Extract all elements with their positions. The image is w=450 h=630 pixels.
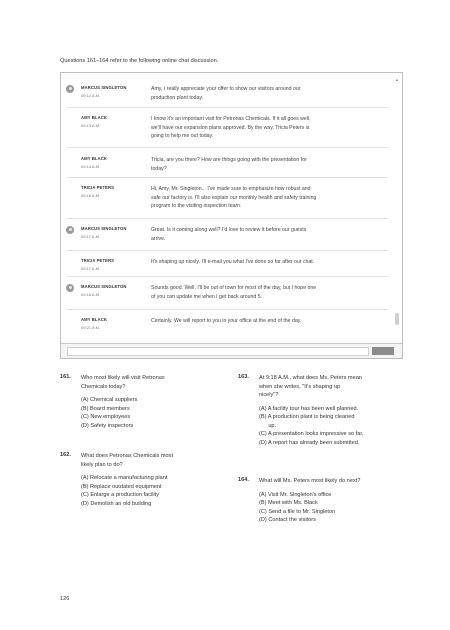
message-line: It's shaping up nicely. I'll e-mail you what I've done so far after our chat.: [151, 259, 315, 265]
stem-line: nicely"?: [259, 392, 279, 398]
message-line: Great. Is it coming along well? I'd love to review it before our guests: [151, 227, 307, 233]
question-stem: [81, 374, 165, 391]
stem-line: likely plan to do?: [81, 461, 123, 468]
message-time: 09:14 A.M.: [81, 164, 101, 169]
page-number: 126: [60, 596, 70, 602]
message-text: [151, 115, 389, 141]
passage-intro: Questions 161–164 refer to the following online chat discussion.: [60, 58, 219, 64]
answer-option[interactable]: (B) Meet with Ms. Black: [259, 500, 318, 506]
answer-option[interactable]: (A) Relocate a manufacturing plant: [81, 475, 168, 481]
stem-line: Who most likely will visit Petronas: [81, 375, 165, 381]
question-stem: [81, 452, 173, 469]
message-line: production plant today.: [151, 94, 204, 101]
answer-option[interactable]: (A) Visit Mr. Singleton's office: [259, 491, 332, 498]
sender-name: MARCUS SINGLETON: [81, 284, 127, 289]
question-number: 163.: [238, 374, 249, 380]
message-line: going to help me out today.: [151, 133, 214, 139]
sender-name: AMY BLACK: [81, 156, 107, 161]
message-divider: [67, 107, 388, 108]
answer-option[interactable]: (B) Replace outdated equipment: [81, 483, 162, 490]
message-line: arrive.: [151, 235, 166, 242]
stem-line: What does Petronas Chemicals most: [81, 453, 174, 459]
message-text: [151, 317, 389, 326]
message-text: [151, 258, 389, 267]
scroll-thumb[interactable]: [395, 313, 399, 325]
answer-option[interactable]: (C) New employees: [81, 414, 131, 420]
message-text: [151, 226, 389, 243]
avatar-icon: [66, 226, 74, 234]
chat-input-bar: [61, 343, 402, 358]
message-time: 09:17 A.M.: [81, 266, 101, 271]
answer-option[interactable]: (A) Chemical suppliers: [81, 397, 138, 403]
message-line: safe our factory is. I'll also explain our monthly health and safety training: [151, 194, 317, 201]
message-divider: [67, 250, 388, 251]
message-text: [151, 284, 389, 301]
answer-option[interactable]: (B) A production plant is being cleaned: [259, 414, 355, 420]
sender-name: MARCUS SINGLETON: [81, 85, 127, 90]
message-line: we'll have our expansion plans approved. By the way, Tricia Peters is: [151, 124, 310, 131]
answer-option[interactable]: (C) A presentation looks impressive so far.: [259, 431, 364, 437]
sender-name: TRICIA PETERS: [81, 185, 115, 190]
message-line: of you can update me when I get back around 5.: [151, 293, 263, 300]
avatar-icon: [66, 284, 74, 292]
message-divider: [67, 309, 388, 310]
message-divider: [67, 177, 388, 178]
message-line: Sounds good. Well, I'll be out of town for most of the day, but I hope one: [151, 285, 317, 291]
answer-option[interactable]: (C) Enlarge a production facility: [81, 492, 160, 498]
stem-line: What will Ms. Peters most likely do next?: [259, 478, 361, 484]
message-line: Hi, Amy. Mr. Singleton... I've made sure to emphasize how robust and: [151, 186, 311, 192]
message-line: I know it's an important visit for Petronas Chemicals. If it all goes well,: [151, 116, 311, 122]
stem-line: when she writes, "It's shaping up: [259, 383, 341, 390]
sender-name: TRICIA PETERS: [81, 258, 115, 263]
question-stem: [259, 477, 360, 486]
message-line: program to the visiting inspection team.: [151, 203, 242, 209]
answer-option[interactable]: up.: [259, 422, 277, 429]
answer-option[interactable]: (D) Demolish an old building: [81, 500, 152, 507]
question-stem: [259, 374, 362, 400]
message-line: Certainly. We will report to you in your office at the end of the day.: [151, 318, 302, 324]
answer-option[interactable]: (D) Contact the visitors: [259, 517, 316, 523]
answer-option[interactable]: (D) Safety inspectors: [81, 422, 134, 429]
message-divider: [67, 276, 388, 277]
message-text: [151, 185, 389, 211]
message-divider: [67, 218, 388, 219]
stem-line: Chemicals today?: [81, 383, 126, 390]
sender-name: AMY BLACK: [81, 115, 107, 120]
scroll-up-icon[interactable]: ▲: [395, 77, 399, 82]
question-number: 161.: [60, 374, 71, 380]
sender-name: MARCUS SINGLETON: [81, 226, 127, 231]
message-line: Amy, I really appreciate your offer to show our visitors around our: [151, 86, 301, 92]
question-number: 164.: [238, 477, 249, 483]
answer-option[interactable]: (B) Board members: [81, 405, 130, 412]
message-text: [151, 156, 389, 173]
send-button[interactable]: [372, 347, 394, 355]
answer-option[interactable]: (C) Send a file to Mr. Singleton: [259, 508, 336, 515]
message-time: 09:12 A.M.: [81, 93, 101, 98]
sender-name: AMY BLACK: [81, 317, 107, 322]
avatar-icon: [66, 85, 74, 93]
message-line: today?: [151, 165, 167, 172]
message-time: 09:13 A.M.: [81, 123, 101, 128]
message-text: [151, 85, 389, 102]
message-time: 09:17 A.M.: [81, 234, 101, 239]
answer-option[interactable]: (D) A report has already been submitted.: [259, 439, 360, 446]
answer-option[interactable]: (A) A facility tour has been well planned.: [259, 405, 359, 412]
stem-line: At 9:18 A.M., what does Ms. Peters mean: [259, 375, 362, 381]
message-line: Tricia, are you there? How are things going with the presentation for: [151, 157, 307, 163]
chat-input-field[interactable]: [67, 347, 369, 356]
message-divider: [67, 147, 388, 148]
chat-window: [60, 72, 403, 359]
message-time: 09:18 A.M.: [81, 292, 101, 297]
message-time: 09:21 A.M.: [81, 325, 101, 330]
chat-scrollbar[interactable]: [394, 77, 400, 339]
message-time: 09:16 A.M.: [81, 193, 101, 198]
question-number: 162.: [60, 452, 71, 458]
